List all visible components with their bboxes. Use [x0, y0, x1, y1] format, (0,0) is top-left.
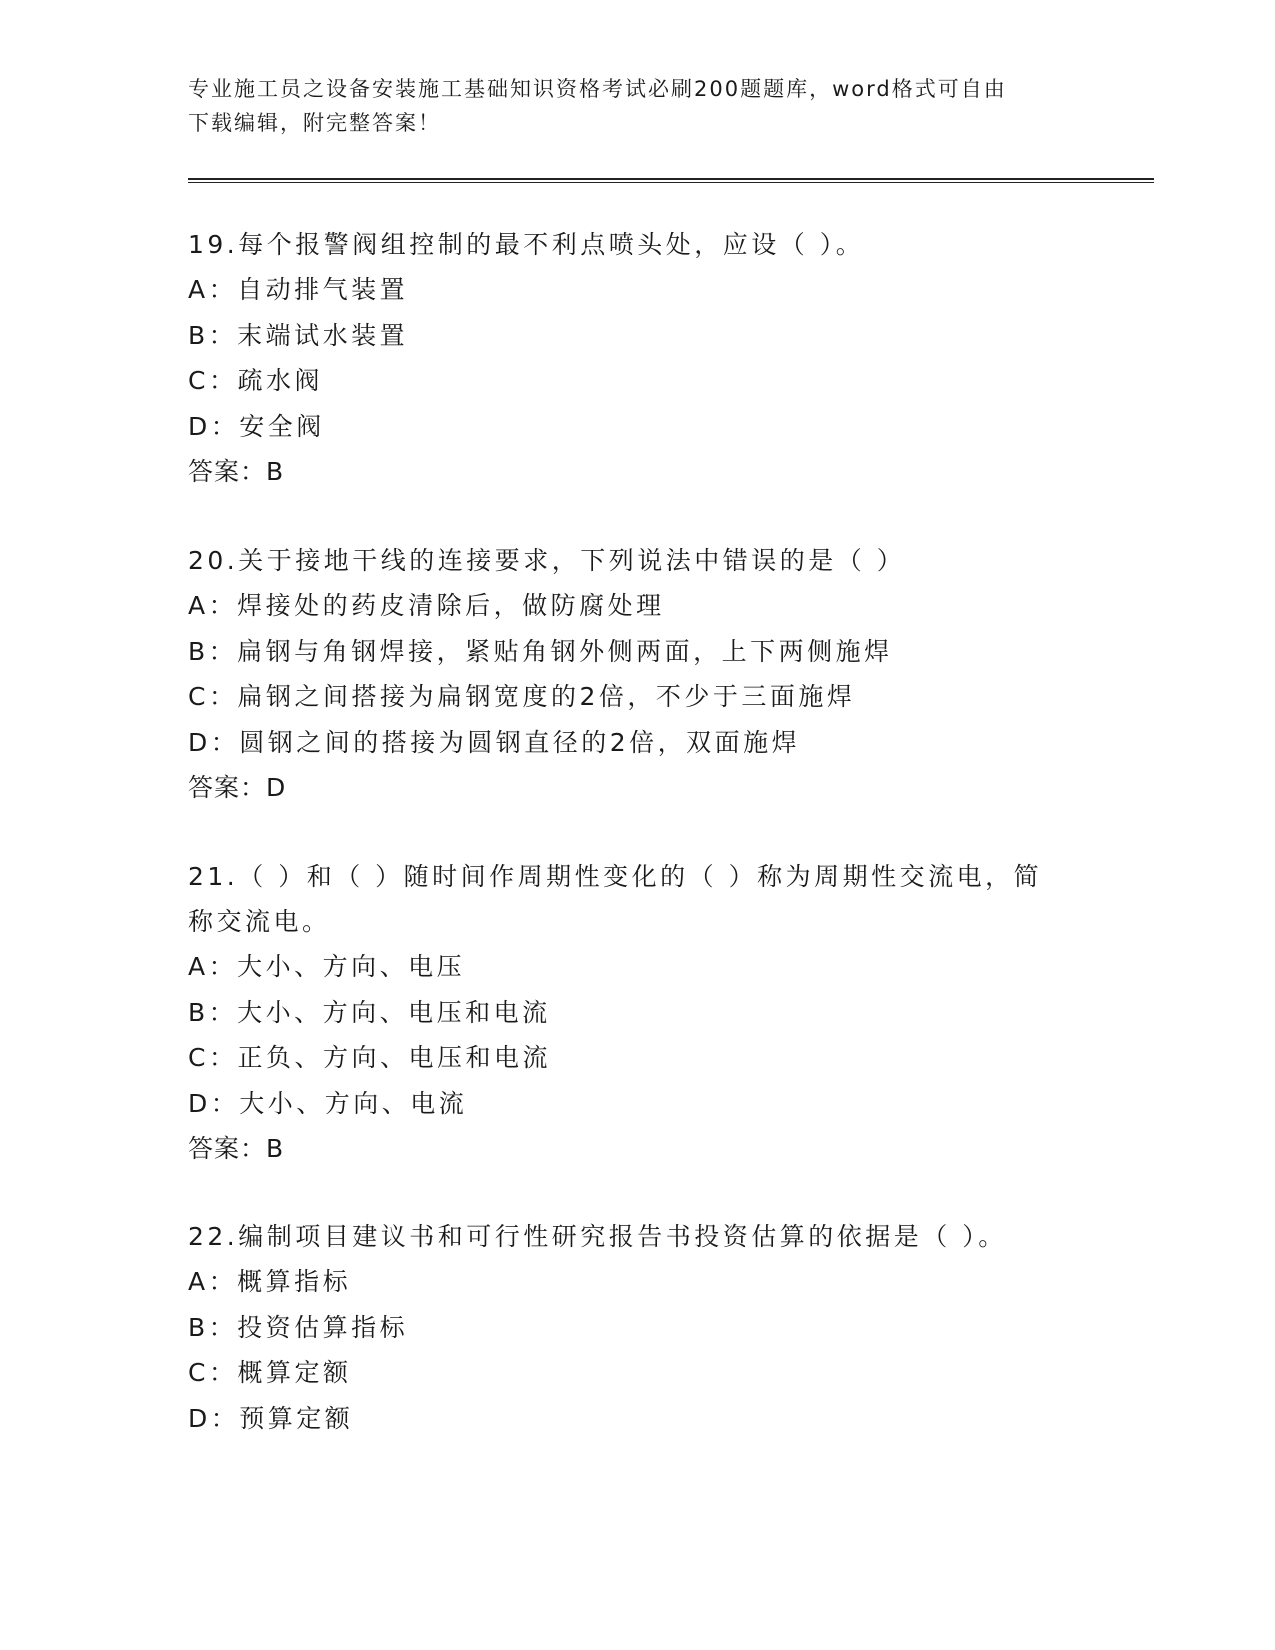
question-stem-line-1: 21.（ ）和（ ）随时间作周期性变化的（ ）称为周期性交流电，简 [188, 862, 1043, 891]
option-d: D：安全阀 [188, 411, 325, 441]
option-c: C：正负、方向、电压和电流 [188, 1043, 551, 1072]
option-b: B：投资估算指标 [188, 1312, 409, 1342]
question-20 [188, 538, 1088, 810]
header-divider [188, 178, 1154, 183]
option-a: A：大小、方向、电压 [188, 952, 466, 981]
option-a: A：焊接处的药皮清除后，做防腐处理 [188, 591, 665, 620]
header-line-1: 专业施工员之设备安装施工基础知识资格考试必刷200题题库，word格式可自由 [188, 77, 1007, 101]
option-a: A：自动排气装置 [188, 275, 409, 304]
option-d: D：圆钢之间的搭接为圆钢直径的2倍，双面施焊 [188, 727, 801, 757]
option-d: D：预算定额 [188, 1403, 354, 1433]
question-19 [188, 222, 1088, 494]
option-c: C：概算定额 [188, 1358, 352, 1387]
question-stem: 19.每个报警阀组控制的最不利点喷头处，应设（ ）。 [188, 230, 865, 259]
header-line-2: 下载编辑，附完整答案！ [188, 111, 441, 135]
answer-label: 答案：B [188, 457, 285, 486]
option-b: B：大小、方向、电压和电流 [188, 997, 551, 1027]
question-stem-line-2: 称交流电。 [188, 907, 331, 936]
question-22 [188, 1214, 1088, 1441]
question-21 [188, 854, 1088, 1171]
question-stem: 20.关于接地干线的连接要求，下列说法中错误的是（ ） [188, 546, 906, 575]
answer-label: 答案：D [188, 773, 287, 802]
option-d: D：大小、方向、电流 [188, 1088, 468, 1118]
option-b: B：扁钢与角钢焊接，紧贴角钢外侧两面，上下两侧施焊 [188, 636, 893, 666]
option-b: B：末端试水装置 [188, 320, 409, 350]
question-stem: 22.编制项目建议书和可行性研究报告书投资估算的依据是（ ）。 [188, 1222, 1007, 1251]
option-c: C：扁钢之间搭接为扁钢宽度的2倍，不少于三面施焊 [188, 682, 856, 711]
answer-label: 答案：B [188, 1134, 285, 1163]
document-header [188, 72, 1068, 140]
option-a: A：概算指标 [188, 1267, 352, 1296]
option-c: C：疏水阀 [188, 366, 323, 395]
